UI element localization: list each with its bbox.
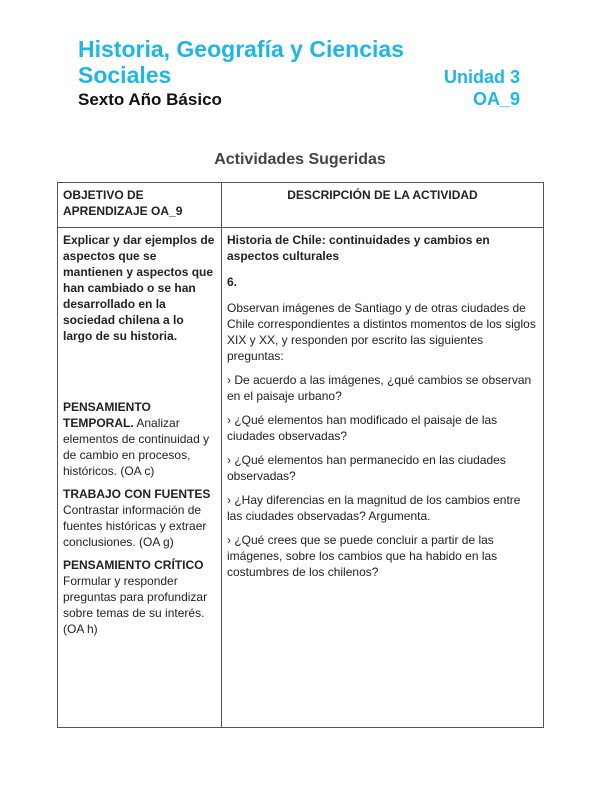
skill-block: [63, 399, 216, 479]
question-item: › ¿Qué elementos han modificado el paisaje de las ciudades observadas?: [227, 413, 498, 443]
subject-title: Historia, Geografía y Ciencias: [78, 36, 404, 62]
title-row: [78, 62, 522, 89]
skill-heading: PENSAMIENTO CRÍTICO: [63, 558, 204, 572]
skill-heading: TRABAJO CON FUENTES: [63, 487, 211, 501]
description-cell: [222, 228, 544, 728]
objective-cell: [58, 228, 222, 728]
activity-title: Historia de Chile: continuidades y cambios en aspectos culturales: [227, 233, 490, 263]
skill-block: [63, 486, 216, 550]
skill-text: Contrastar información de fuentes históricas y extraer conclusiones. (OA g): [63, 503, 207, 549]
table-header-row: [58, 183, 544, 228]
table-body-row: [58, 228, 544, 728]
oa-code: OA_9: [472, 89, 520, 109]
question-item: › De acuerdo a las imágenes, ¿qué cambios se observan en el paisaje urbano?: [227, 373, 532, 403]
activity-table: [57, 182, 544, 728]
activity-intro: Observan imágenes de Santiago y de otras ciudades de Chile correspondientes a distintos momentos de los siglos XIX y XX, y responden por escrito las siguientes preguntas:: [227, 301, 536, 363]
skill-heading: PENSAMIENTO TEMPORAL.: [63, 400, 151, 430]
grade-label: Sexto Año Básico: [78, 90, 222, 109]
activity-number: 6.: [227, 275, 238, 289]
subject-title-continued: Sociales: [78, 62, 172, 88]
objective-header: OBJETIVO DE APRENDIZAJE OA_9: [58, 183, 222, 228]
skill-block: [63, 557, 216, 637]
objective-statement: Explicar y dar ejemplos de aspectos que se mantienen y aspectos que han cambiado o se han desarrollado en la sociedad chilena a lo largo de su historia.: [63, 233, 215, 343]
grade-row: [78, 89, 522, 110]
question-item: › ¿Qué elementos han permanecido en las ciudades observadas?: [227, 453, 506, 483]
skill-text: Analizar elementos de continuidad y de cambio en procesos, históricos. (OA c): [63, 416, 210, 478]
description-header: DESCRIPCIÓN DE LA ACTIVIDAD: [222, 183, 544, 228]
unit-label: Unidad 3: [443, 67, 520, 87]
section-title: Actividades Sugeridas: [214, 151, 386, 168]
page-header: [78, 36, 522, 110]
question-item: › ¿Hay diferencias en la magnitud de los cambios entre las ciudades observadas? Argumenta.: [227, 493, 521, 523]
skill-text: Formular y responder preguntas para profundizar sobre temas de su interés. (OA h): [63, 574, 208, 636]
question-item: › ¿Qué crees que se puede concluir a partir de las imágenes, sobre los cambios que ha habido en las costumbres de los chilenos?: [227, 533, 498, 579]
